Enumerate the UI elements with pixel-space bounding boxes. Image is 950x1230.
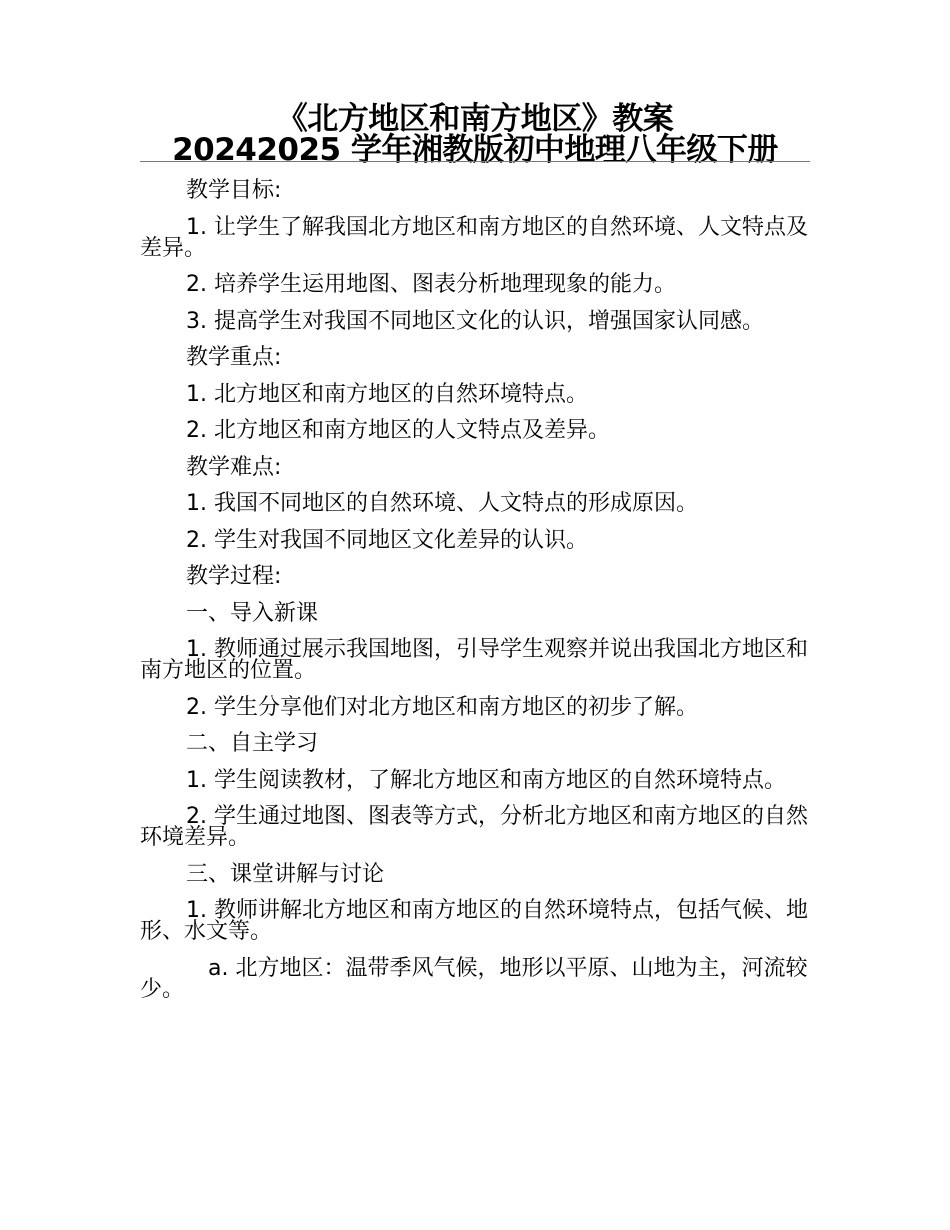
key-point-item-2: 2. 北方地区和南方地区的人文特点及差异。: [186, 418, 610, 443]
process-step-2-item-1: 1. 学生阅读教材，了解北方地区和南方地区的自然环境特点。: [186, 767, 786, 793]
objective-item-2: 2. 培养学生运用地图、图表分析地理现象的能力。: [186, 272, 676, 297]
title-line-2: 20242025 学年湘教版初中地理八年级下册: [172, 132, 778, 168]
section-heading-difficulties: 教学难点:: [186, 454, 282, 480]
section-heading-key-points: 教学重点:: [186, 345, 282, 370]
process-step-1-item-2: 2. 学生分享他们对北方地区和南方地区的初步了解。: [186, 694, 698, 720]
process-step-heading-3: 三、课堂讲解与讨论: [186, 861, 385, 887]
objective-item-3: 3. 提高学生对我国不同地区文化的认识，增强国家认同感。: [186, 308, 764, 334]
process-step-1-item-1: 1. 教师通过展示我国地图，引导学生观察并说出我国北方地区和南方地区的位置。: [140, 637, 808, 683]
difficulty-item-2: 2. 学生对我国不同地区文化差异的认识。: [186, 527, 588, 553]
section-heading-process: 教学过程:: [186, 564, 282, 589]
title-underline: [140, 161, 810, 162]
process-step-3-item-1: 1. 教师讲解北方地区和南方地区的自然环境特点，包括气候、地形、水文等。: [140, 898, 808, 944]
process-step-3-subitem-a: a. 北方地区：温带季风气候，地形以平原、山地为主，河流较少。: [140, 955, 808, 1002]
process-step-heading-1: 一、导入新课: [186, 600, 319, 626]
document-body: [140, 180, 810, 1015]
objective-item-1: 1. 让学生了解我国北方地区和南方地区的自然环境、人文特点及差异。: [140, 214, 808, 261]
title-line-1: 《北方地区和南方地区》教案: [276, 101, 674, 137]
section-heading-objectives: 教学目标:: [186, 178, 282, 203]
key-point-item-1: 1. 北方地区和南方地区的自然环境特点。: [186, 381, 588, 407]
process-step-heading-2: 二、自主学习: [186, 731, 319, 756]
document-title: [140, 101, 810, 168]
process-step-2-item-2: 2. 学生通过地图、图表等方式，分析北方地区和南方地区的自然环境差异。: [140, 804, 808, 850]
difficulty-item-1: 1. 我国不同地区的自然环境、人文特点的形成原因。: [186, 491, 698, 516]
